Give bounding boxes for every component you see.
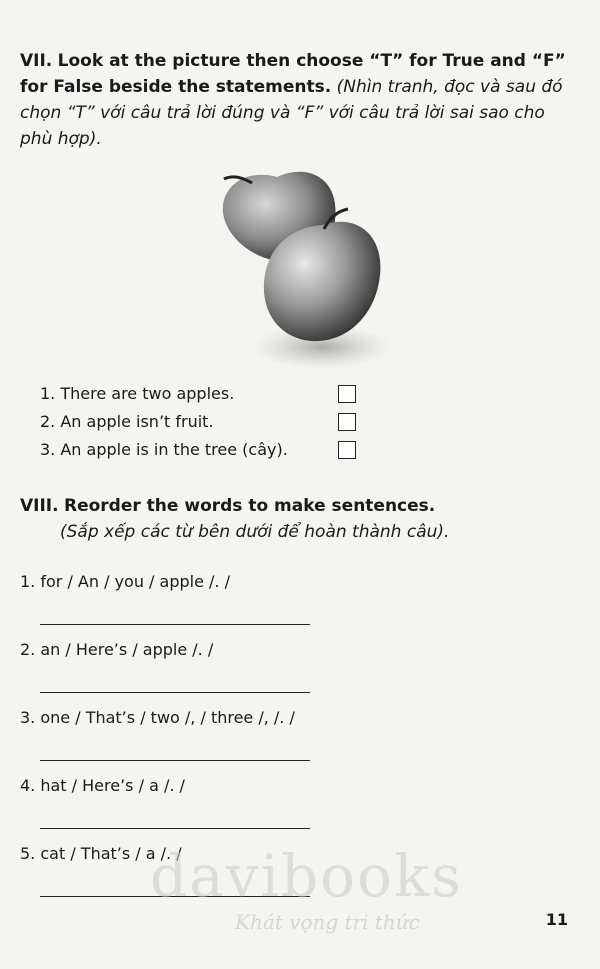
section-8-number: VIII.: [20, 496, 59, 516]
watermark-slogan: Khát vọng tri thức: [235, 910, 420, 934]
answer-line[interactable]: [40, 692, 310, 693]
section-7-instruction: Look at the picture then choose “T” for True and “F” for False beside the statements.: [20, 51, 566, 97]
reorder-item-4: [20, 774, 420, 842]
answer-box[interactable]: [338, 441, 356, 459]
section-7-heading: [20, 48, 580, 152]
section-7-instruction-vi: (Nhìn tranh, đọc và sau đó chọn “T” với câu trả lời đúng và “F” với câu trả lời sai sao cho phù hợp).: [20, 77, 563, 149]
section-8-instruction: Reorder the words to make sentences.: [64, 496, 436, 516]
apples-picture: [212, 165, 392, 380]
answer-box[interactable]: [338, 385, 356, 403]
page-number: 11: [545, 910, 568, 929]
reorder-item-3: [20, 706, 420, 774]
statement-text: 1. There are two apples.: [40, 384, 235, 403]
watermark-brand: davibooks: [150, 842, 463, 910]
section-8-instruction-vi: (Sắp xếp các từ bên dưới để hoàn thành câu).: [60, 522, 450, 542]
answer-line[interactable]: [40, 624, 310, 625]
answer-box[interactable]: [338, 413, 356, 431]
reorder-item-1: [20, 570, 420, 638]
statement-2: [40, 408, 370, 436]
section-8-heading: [20, 493, 580, 545]
reorder-prompt: 1. for / An / you / apple /. /: [20, 572, 230, 591]
statement-1: [40, 380, 370, 408]
statement-text: 3. An apple is in the tree (cây).: [40, 440, 288, 459]
reorder-prompt: 5. cat / That’s / a /. /: [20, 844, 182, 863]
reorder-prompt: 4. hat / Here’s / a /. /: [20, 776, 185, 795]
statement-text: 2. An apple isn’t fruit.: [40, 412, 214, 431]
answer-line[interactable]: [40, 828, 310, 829]
section-7-number: VII.: [20, 51, 53, 71]
answer-line[interactable]: [40, 760, 310, 761]
reorder-item-2: [20, 638, 420, 706]
reorder-prompt: 2. an / Here’s / apple /. /: [20, 640, 214, 659]
statements-list: [40, 380, 370, 464]
reorder-prompt: 3. one / That’s / two /, / three /, /. /: [20, 708, 295, 727]
statement-3: [40, 436, 370, 464]
